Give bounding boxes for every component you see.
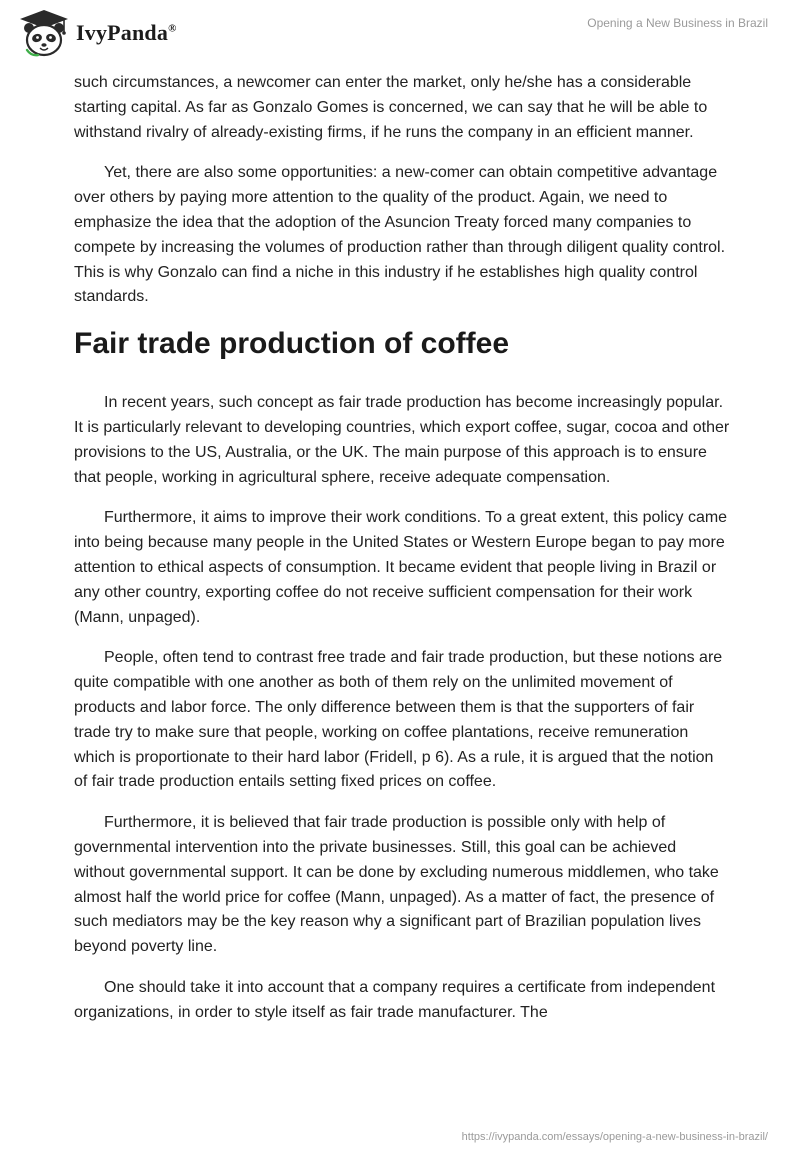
paragraph: Yet, there are also some opportunities: a new-comer can obtain competitive advantage over others by paying more attention to the quality of the product. Again, we need to emphasize the idea that the adoption of the Asuncion Treaty forced many companies to compete by increasing the volumes of production rather than through diligent quality control. This is why Gonzalo can find a niche in this industry if he establishes high quality control standards. [74, 164, 726, 306]
paragraph: One should take it into account that a company requires a certificate from independent organizations, in order to style itself as fair trade manufacturer. The [74, 978, 716, 1021]
section-heading: Fair trade production of coffee [74, 327, 510, 361]
essay-body [74, 71, 730, 1042]
page-header [0, 0, 800, 70]
brand-name: IvyPanda® [76, 20, 177, 45]
paragraph: In recent years, such concept as fair trade production has become increasingly popular. It is particularly relevant to developing countries, which export coffee, sugar, cocoa and other provisions to the US, Australia, or the UK. The main purpose of this approach is to ensure that people, working in agricultural sphere, receive adequate compensation. [74, 394, 730, 486]
panda-graduate-icon [16, 8, 72, 58]
source-url[interactable]: https://ivypanda.com/essays/opening-a-new-business-in-brazil/ [461, 1131, 768, 1143]
paragraph: Furthermore, it aims to improve their work conditions. To a great extent, this policy came into being because many people in the United States or Western Europe began to pay more attention to ethical aspects of consumption. It became evident that people living in Brazil or any other country, exporting coffee do not receive sufficient compensation for their work (Mann, unpaged). [74, 509, 728, 626]
paragraph: such circumstances, a newcomer can enter the market, only he/she has a considerable starting capital. As far as Gonzalo Gomes is concerned, we can say that he will be able to withstand rivalry of already-existing firms, if he runs the company in an efficient manner. [74, 74, 708, 141]
paragraph: Furthermore, it is believed that fair trade production is possible only with help of governmental intervention into the private businesses. Still, this goal can be achieved without governmental support. It can be done by excluding numerous middlemen, who take almost half the world price for coffee (Mann, unpaged). As a matter of fact, the presence of such mediators may be the key reason why a significant part of Brazilian population lives beyond poverty line. [74, 814, 719, 956]
document-title: Opening a New Business in Brazil [587, 16, 768, 30]
paragraph: People, often tend to contrast free trade and fair trade production, but these notions are quite compatible with one another as both of them rely on the unlimited movement of products and labor force. The only difference between them is that the supporters of fair trade try to make sure that people, working on coffee plantations, receive remuneration which is proportionate to their hard labor (Fridell, p 6). As a rule, it is argued that the notion of fair trade production entails setting fixed prices on coffee. [74, 649, 723, 791]
brand-logo[interactable] [16, 8, 177, 58]
